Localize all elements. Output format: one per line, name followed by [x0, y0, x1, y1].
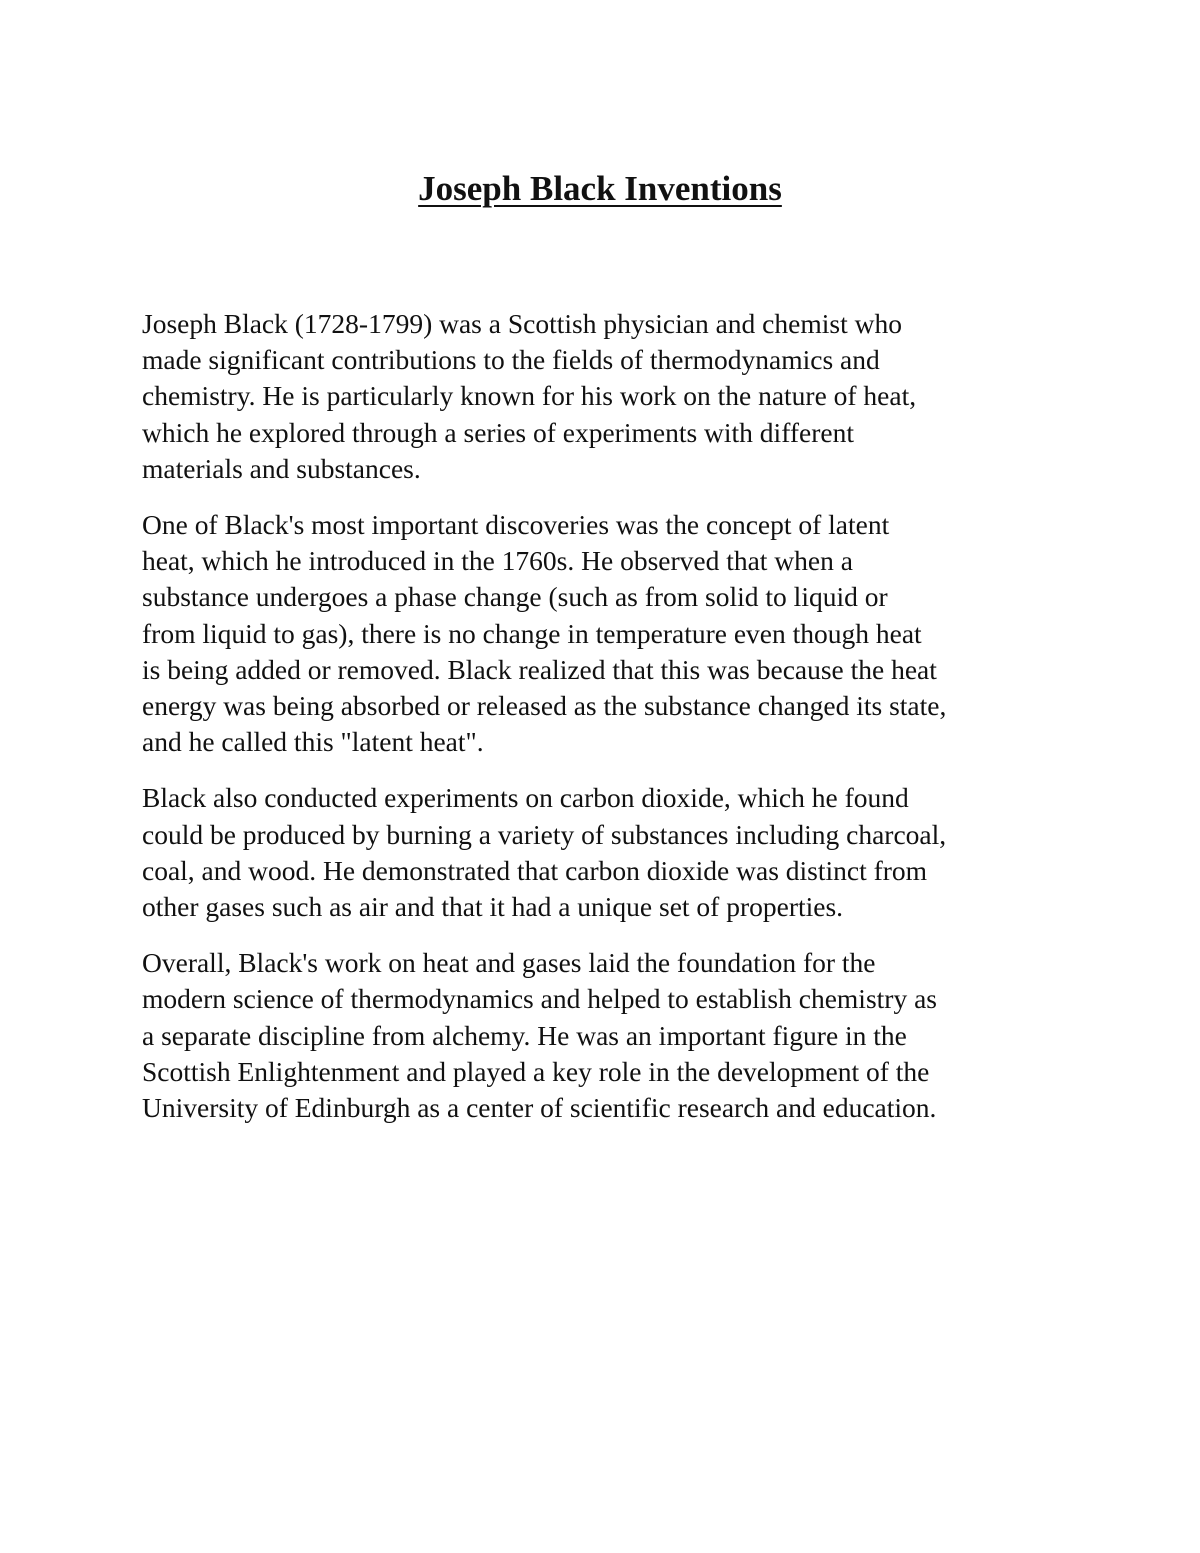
text-line: Scottish Enlightenment and played a key role in the development of the: [142, 1055, 930, 1087]
text-line: could be produced by burning a variety of substances including charcoal,: [142, 818, 947, 850]
paragraph-4: [142, 945, 1077, 1126]
text-line: coal, and wood. He demonstrated that carbon dioxide was distinct from: [142, 854, 928, 886]
text-line: is being added or removed. Black realized that this was because the heat: [142, 653, 937, 685]
text-line: chemistry. He is particularly known for his work on the nature of heat,: [142, 380, 917, 412]
text-line: substance undergoes a phase change (such as from solid to liquid or: [142, 581, 888, 613]
text-line: University of Edinburgh as a center of scientific research and education.: [142, 1092, 937, 1124]
text-line: from liquid to gas), there is no change in temperature even though heat: [142, 617, 922, 649]
text-line: energy was being absorbed or released as the substance changed its state,: [142, 690, 947, 722]
document-body: [142, 306, 1077, 1146]
text-line: heat, which he introduced in the 1760s. He observed that when a: [142, 545, 853, 577]
text-line: Overall, Black's work on heat and gases laid the foundation for the: [142, 947, 876, 979]
text-line: which he explored through a series of experiments with different: [142, 416, 854, 448]
document-title: Joseph Black Inventions: [418, 169, 782, 208]
paragraph-1: [142, 306, 1077, 487]
text-line: materials and substances.: [142, 452, 421, 484]
text-line: and he called this "latent heat".: [142, 726, 484, 758]
text-line: Joseph Black (1728-1799) was a Scottish physician and chemist who: [142, 308, 902, 339]
text-line: a separate discipline from alchemy. He was an important figure in the: [142, 1019, 907, 1051]
paragraph-2: [142, 507, 1077, 760]
paragraph-3: [142, 780, 1077, 925]
text-line: made significant contributions to the fields of thermodynamics and: [142, 344, 880, 376]
text-line: modern science of thermodynamics and helped to establish chemistry as: [142, 983, 937, 1015]
text-line: Black also conducted experiments on carbon dioxide, which he found: [142, 782, 909, 814]
text-line: One of Black's most important discoveries was the concept of latent: [142, 509, 890, 541]
text-line: other gases such as air and that it had a unique set of properties.: [142, 891, 844, 923]
